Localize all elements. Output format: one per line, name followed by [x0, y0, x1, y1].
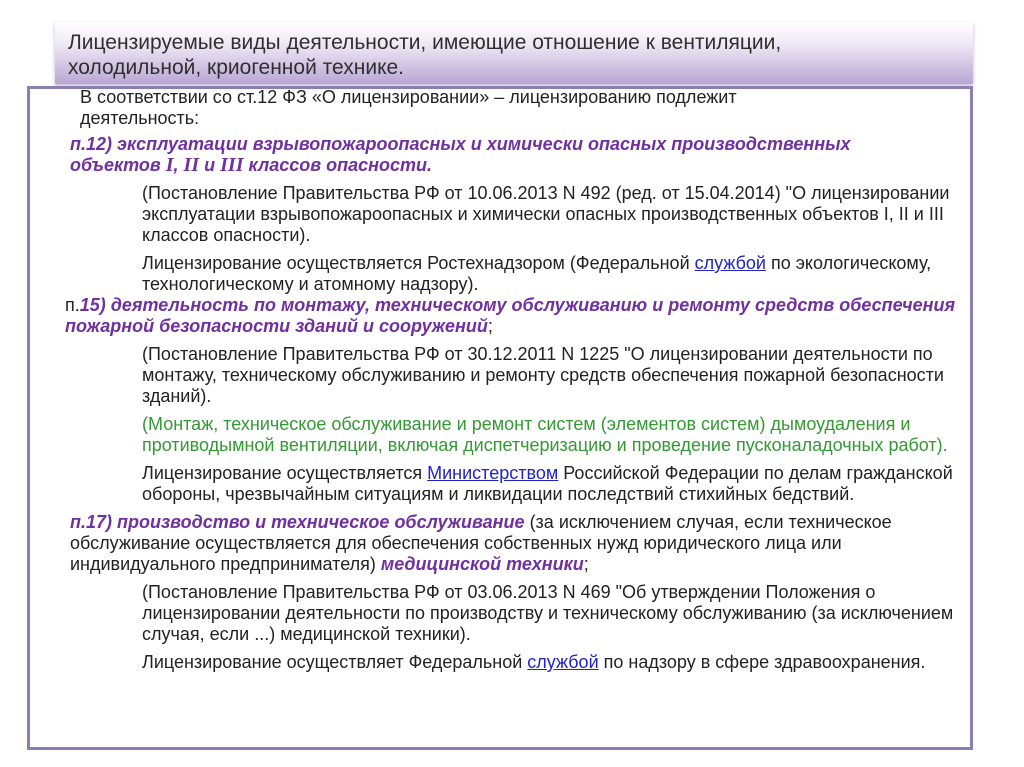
item-17-suffix: ; — [583, 554, 589, 574]
intro-paragraph — [70, 87, 960, 129]
item-15-heading — [65, 295, 960, 337]
comma: , — [173, 155, 184, 175]
item-15-licensing — [70, 463, 960, 505]
item-17-lic-b: по надзору в сфере здравоохранения. — [598, 652, 926, 672]
frame-bottom-border — [27, 747, 973, 750]
item-12-lic-a: Лицензирование осуществляется Ростехнадзором (Федеральной — [142, 253, 695, 273]
item-12-heading — [70, 134, 960, 176]
title-line-1: Лицензируемые виды деятельности, имеющие отношение к вентиляции, — [68, 31, 782, 54]
slide-content — [65, 87, 960, 673]
item-17-licensing — [70, 652, 960, 673]
title-line-2: холодильной, криогенной технике. — [68, 56, 404, 79]
item-15-decree: (Постановление Правительства РФ от 30.12.2011 N 1225 "О лицензировании деятельности по монтажу, техническому обслуживанию и ремонту средств обеспечения пожарной безопасности зданий). — [142, 344, 944, 406]
item-15-ministry-link[interactable]: Министерством — [427, 463, 559, 483]
item-15-lic-a: Лицензирование осуществляется — [142, 463, 428, 483]
item-12-head-c: классов опасности. — [243, 155, 433, 175]
intro-line-2: деятельность: — [80, 108, 200, 128]
item-15-prefix: п. — [65, 295, 80, 315]
item-12-head-b: объектов — [70, 155, 166, 175]
item-12-decree: (Постановление Правительства РФ от 10.06.2013 N 492 (ред. от 15.04.2014) "О лицензировании эксплуатации взрывопожароопасных и химически опасных производственных объектов I, II и III классов опасности). — [142, 183, 950, 245]
roman-iii: III — [220, 154, 244, 176]
roman-i: I — [165, 154, 174, 176]
and-word: и — [199, 155, 221, 175]
item-17-decree: (Постановление Правительства РФ от 03.06.2013 N 469 "Об утверждении Положения о лицензировании деятельности по производству и техническому обслуживанию (за исключением случая, если ...) медицинской техники). — [142, 582, 954, 644]
item-12-licensing — [70, 253, 960, 295]
item-15-lic-b: Российской Федерации по делам гражданской обороны, чрезвычайным ситуациям и ликвидации последствий стихийных бедствий. — [142, 463, 953, 504]
item-12-head-a: п.12) эксплуатации взрывопожароопасных и химически опасных производственных — [70, 134, 851, 154]
item-17-head-2: медицинской техники — [380, 554, 584, 574]
item-15-suffix: ; — [487, 316, 493, 336]
item-15-green-note: (Монтаж, техническое обслуживание и ремонт систем (элементов систем) дымоудаления и противодымной вентиляции, включая диспетчеризацию и проведение пусконаладочных работ). — [142, 414, 948, 455]
item-17-heading — [70, 512, 960, 575]
item-12-lic-b: по экологическому, технологическому и атомному надзору). — [142, 253, 932, 294]
item-17-lic-a: Лицензирование осуществляет Федеральной — [142, 652, 528, 672]
item-12-service-link[interactable]: службой — [694, 253, 766, 273]
item-17-head: п.17) производство и техническое обслуживание — [70, 512, 525, 532]
slide-title — [68, 30, 948, 80]
item-17-text-a: (за исключением случая, если техническое обслуживание осуществляется для обеспечения собственных нужд юридического лица или индивидуального предпринимателя) — [70, 512, 892, 574]
item-17-service-link[interactable]: службой — [527, 652, 599, 672]
item-15-head: 15) деятельность по монтажу, техническому обслуживанию и ремонту средств обеспечения пожарной безопасности зданий и сооружений — [65, 295, 956, 336]
roman-ii: II — [183, 154, 200, 176]
intro-line-1: В соответствии со ст.12 ФЗ «О лицензировании» – лицензированию подлежит — [80, 87, 737, 107]
